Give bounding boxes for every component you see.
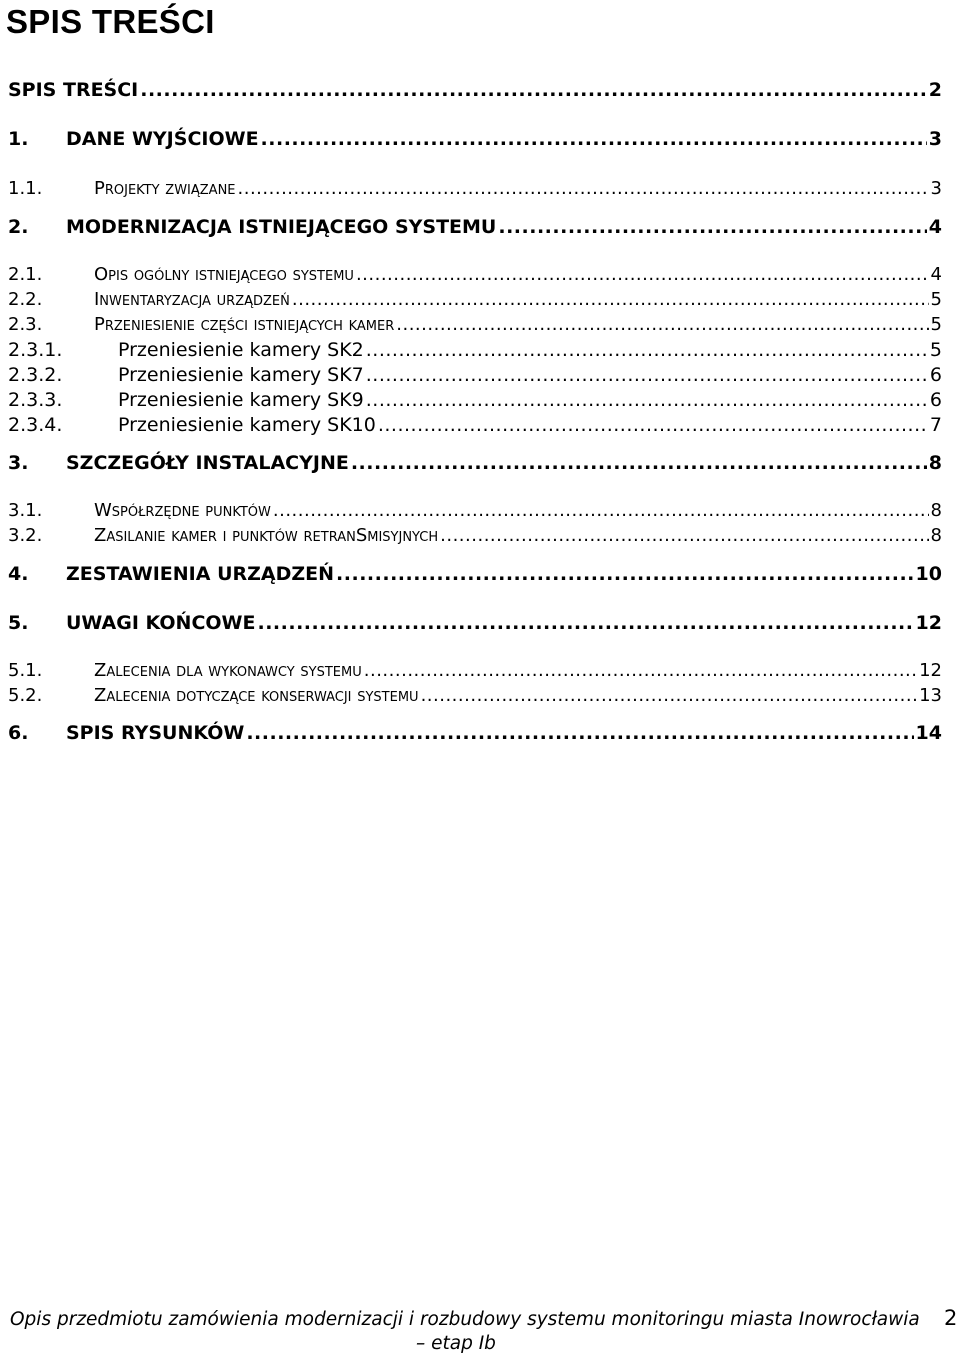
toc-dot-leader	[364, 660, 917, 681]
toc-entry-number: 2.1.	[8, 264, 43, 285]
toc-entry-number: 1.	[8, 128, 29, 150]
toc-dot-leader	[356, 264, 929, 285]
toc-entry[interactable]	[8, 685, 942, 706]
toc-entry-title: Zalecenia dla wykonawcy systemu	[94, 660, 362, 681]
toc-entry-page: 7	[929, 414, 942, 436]
toc-entry-number: 2.3.1.	[8, 339, 63, 361]
toc-dot-leader	[292, 289, 929, 310]
toc-dot-leader	[440, 525, 928, 546]
toc-entry[interactable]	[8, 563, 942, 585]
toc-entry-number: 1.1.	[8, 178, 43, 199]
toc-entry-number: 5.1.	[8, 660, 43, 681]
toc-entry-number: 3.1.	[8, 500, 43, 521]
toc-entry-title: Przeniesienie kamery SK7	[118, 364, 364, 386]
toc-entry-title: SPIS TREŚCI	[8, 79, 139, 101]
toc-entry-number: 5.2.	[8, 685, 43, 706]
toc-entry[interactable]	[8, 612, 942, 634]
toc-entry-page: 10	[915, 563, 942, 585]
toc-entry[interactable]	[8, 722, 942, 744]
toc-entry-page: 14	[915, 722, 942, 744]
toc-entry-number: 2.2.	[8, 289, 43, 310]
toc-dot-leader	[378, 414, 928, 436]
toc-entry-page: 3	[930, 178, 942, 199]
toc-entry[interactable]	[8, 339, 942, 361]
toc-entry[interactable]	[8, 452, 942, 474]
toc-dot-leader	[238, 178, 929, 199]
toc-entry[interactable]	[8, 264, 942, 285]
toc-entry-page: 5	[929, 339, 942, 361]
toc-entry-page: 6	[929, 389, 942, 411]
toc-entry-number: 2.3.	[8, 314, 43, 335]
toc-entry-title: Przeniesienie kamery SK10	[118, 414, 376, 436]
toc-entry-title: ZESTAWIENIA URZĄDZEŃ	[66, 563, 335, 585]
toc-entry-title: Projekty związane	[94, 178, 236, 199]
toc-entry-page: 4	[930, 264, 942, 285]
toc-entry[interactable]	[8, 79, 942, 101]
toc-entry-number: 2.3.4.	[8, 414, 63, 436]
toc-entry[interactable]	[8, 314, 942, 335]
toc-entry-page: 8	[930, 500, 942, 521]
footer-page-number: 2	[944, 1306, 958, 1330]
toc-entry[interactable]	[8, 500, 942, 521]
toc-entry-title: Przeniesienie kamery SK2	[118, 339, 364, 361]
toc-dot-leader	[366, 389, 928, 411]
toc-dot-leader	[366, 364, 928, 386]
toc-entry-page: 2	[928, 79, 942, 101]
toc-dot-leader	[498, 216, 926, 238]
toc-entry[interactable]	[8, 364, 942, 386]
toc-entry[interactable]	[8, 128, 942, 150]
toc-entry-title: SZCZEGÓŁY INSTALACYJNE	[66, 452, 349, 474]
toc-entry-page: 13	[919, 685, 942, 706]
toc-entry-number: 2.3.3.	[8, 389, 63, 411]
toc-entry-page: 12	[919, 660, 942, 681]
toc-entry[interactable]	[8, 389, 942, 411]
toc-entry-title: DANE WYJŚCIOWE	[66, 128, 259, 150]
toc-entry-page: 5	[930, 289, 942, 310]
toc-entry-title: Opis ogólny istniejącego systemu	[94, 264, 354, 285]
toc-dot-leader	[351, 452, 927, 474]
page-footer	[0, 1300, 960, 1356]
toc-dot-leader	[261, 128, 927, 150]
toc-entry-number: 4.	[8, 563, 29, 585]
toc-entry-page: 12	[915, 612, 942, 634]
toc-entry[interactable]	[8, 525, 942, 546]
page-title: SPIS TREŚCI	[6, 3, 215, 40]
toc-dot-leader	[396, 314, 928, 335]
toc-entry-title: Inwentaryzacja urządzeń	[94, 289, 290, 310]
toc-entry-page: 4	[928, 216, 942, 238]
toc-dot-leader	[273, 500, 929, 521]
toc-entry-page: 6	[929, 364, 942, 386]
toc-entry[interactable]	[8, 216, 942, 238]
toc-entry-page: 3	[928, 128, 942, 150]
toc-dot-leader	[366, 339, 928, 361]
toc-entry-page: 5	[930, 314, 942, 335]
toc-dot-leader	[246, 722, 913, 744]
toc-entry-title: UWAGI KOŃCOWE	[66, 612, 256, 634]
toc-entry[interactable]	[8, 660, 942, 681]
toc-entry[interactable]	[8, 178, 942, 199]
toc-entry-title: Zalecenia dotyczące konserwacji systemu	[94, 685, 419, 706]
toc-entry-number: 5.	[8, 612, 29, 634]
toc-entry-page: 8	[928, 452, 942, 474]
toc-dot-leader	[257, 612, 913, 634]
toc-entry-number: 3.2.	[8, 525, 43, 546]
toc-entry-number: 3.	[8, 452, 29, 474]
toc-entry[interactable]	[8, 289, 942, 310]
toc-entry-title: Zasilanie kamer i punktów retranSmisyjnych	[94, 525, 439, 546]
toc-entry-title: MODERNIZACJA ISTNIEJĄCEGO SYSTEMU	[66, 216, 497, 238]
toc-entry[interactable]	[8, 414, 942, 436]
toc-entry-title: Współrzędne punktów	[94, 500, 271, 521]
toc-dot-leader	[336, 563, 914, 585]
toc-entry-number: 2.3.2.	[8, 364, 63, 386]
footer-document-subtitle: – etap Ib	[416, 1333, 496, 1354]
toc-entry-title: Przeniesienie kamery SK9	[118, 389, 364, 411]
toc-dot-leader	[140, 79, 927, 101]
toc-entry-number: 6.	[8, 722, 29, 744]
toc-dot-leader	[421, 685, 918, 706]
toc-entry-title: SPIS RYSUNKÓW	[66, 722, 245, 744]
footer-document-title: Opis przedmiotu zamówienia modernizacji i rozbudowy systemu monitoringu miasta Inowrocławia	[10, 1309, 920, 1330]
toc-entry-page: 8	[930, 525, 942, 546]
toc-entry-title: Przeniesienie części istniejących kamer	[94, 314, 395, 335]
toc-entry-number: 2.	[8, 216, 29, 238]
